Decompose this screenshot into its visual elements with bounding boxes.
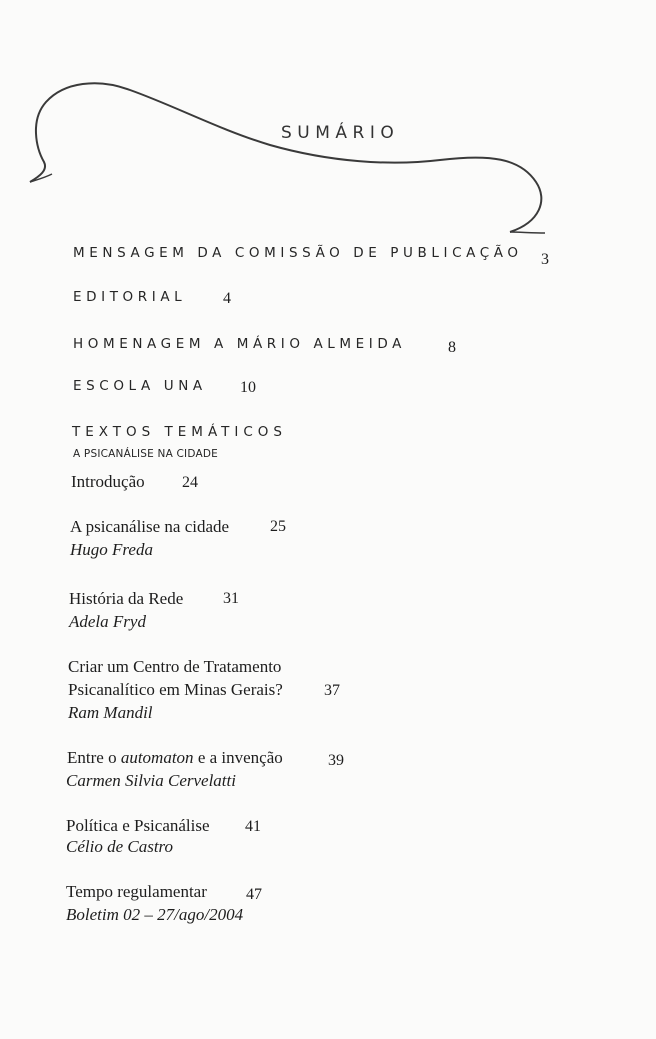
entry-editorial-label: EDITORIAL xyxy=(73,289,187,305)
entry-psicanalise-label: A psicanálise na cidade xyxy=(70,517,230,536)
entry-entre-page: 39 xyxy=(328,752,344,769)
entry-entre-author: Carmen Silvia Cervelatti xyxy=(66,771,236,790)
entry-tempo-page: 47 xyxy=(246,886,262,903)
entry-historia-page: 31 xyxy=(223,590,239,607)
entry-entre-label xyxy=(67,748,283,768)
entry-homenagem-label: HOMENAGEM A MÁRIO ALMEIDA xyxy=(73,336,406,352)
entry-politica-label: Política e Psicanálise xyxy=(66,816,210,835)
entry-introducao-label: Introdução xyxy=(71,472,145,491)
entry-entre-pre: Entre o xyxy=(67,748,121,767)
entry-homenagem-page: 8 xyxy=(448,339,456,356)
entry-criar-author: Ram Mandil xyxy=(68,703,153,722)
entry-mensagem-label: MENSAGEM DA COMISSÃO DE PUBLICAÇÃO xyxy=(73,245,523,261)
entry-historia-label: História da Rede xyxy=(69,589,184,608)
entry-criar-page: 37 xyxy=(324,682,340,699)
entry-textos-label: TEXTOS TEMÁTICOS xyxy=(72,424,287,440)
entry-escola-page: 10 xyxy=(240,379,256,396)
entry-psicanalise-author: Hugo Freda xyxy=(70,540,153,559)
entry-textos-subtitle: A PSICANÁLISE NA CIDADE xyxy=(73,448,218,460)
entry-politica-author: Célio de Castro xyxy=(66,837,174,856)
entry-historia-author: Adela Fryd xyxy=(69,612,146,631)
entry-escola-label: ESCOLA UNA xyxy=(73,378,207,394)
entry-introducao-page: 24 xyxy=(182,474,198,491)
entry-criar-line1: Criar um Centro de Tratamento xyxy=(68,657,282,676)
page-title: SUMÁRIO xyxy=(281,123,400,143)
entry-entre-post: e a invenção xyxy=(193,748,283,767)
entry-tempo-author: Boletim 02 – 27/ago/2004 xyxy=(66,905,244,924)
entry-criar-line2: Psicanalítico em Minas Gerais? xyxy=(68,680,283,699)
entry-politica-page: 41 xyxy=(245,818,261,835)
entry-editorial-page: 4 xyxy=(223,290,231,307)
entry-tempo-label: Tempo regulamentar xyxy=(66,882,207,901)
entry-psicanalise-page: 25 xyxy=(270,518,286,535)
entry-entre-emph: automaton xyxy=(120,748,194,767)
entry-mensagem-page: 3 xyxy=(541,251,549,268)
